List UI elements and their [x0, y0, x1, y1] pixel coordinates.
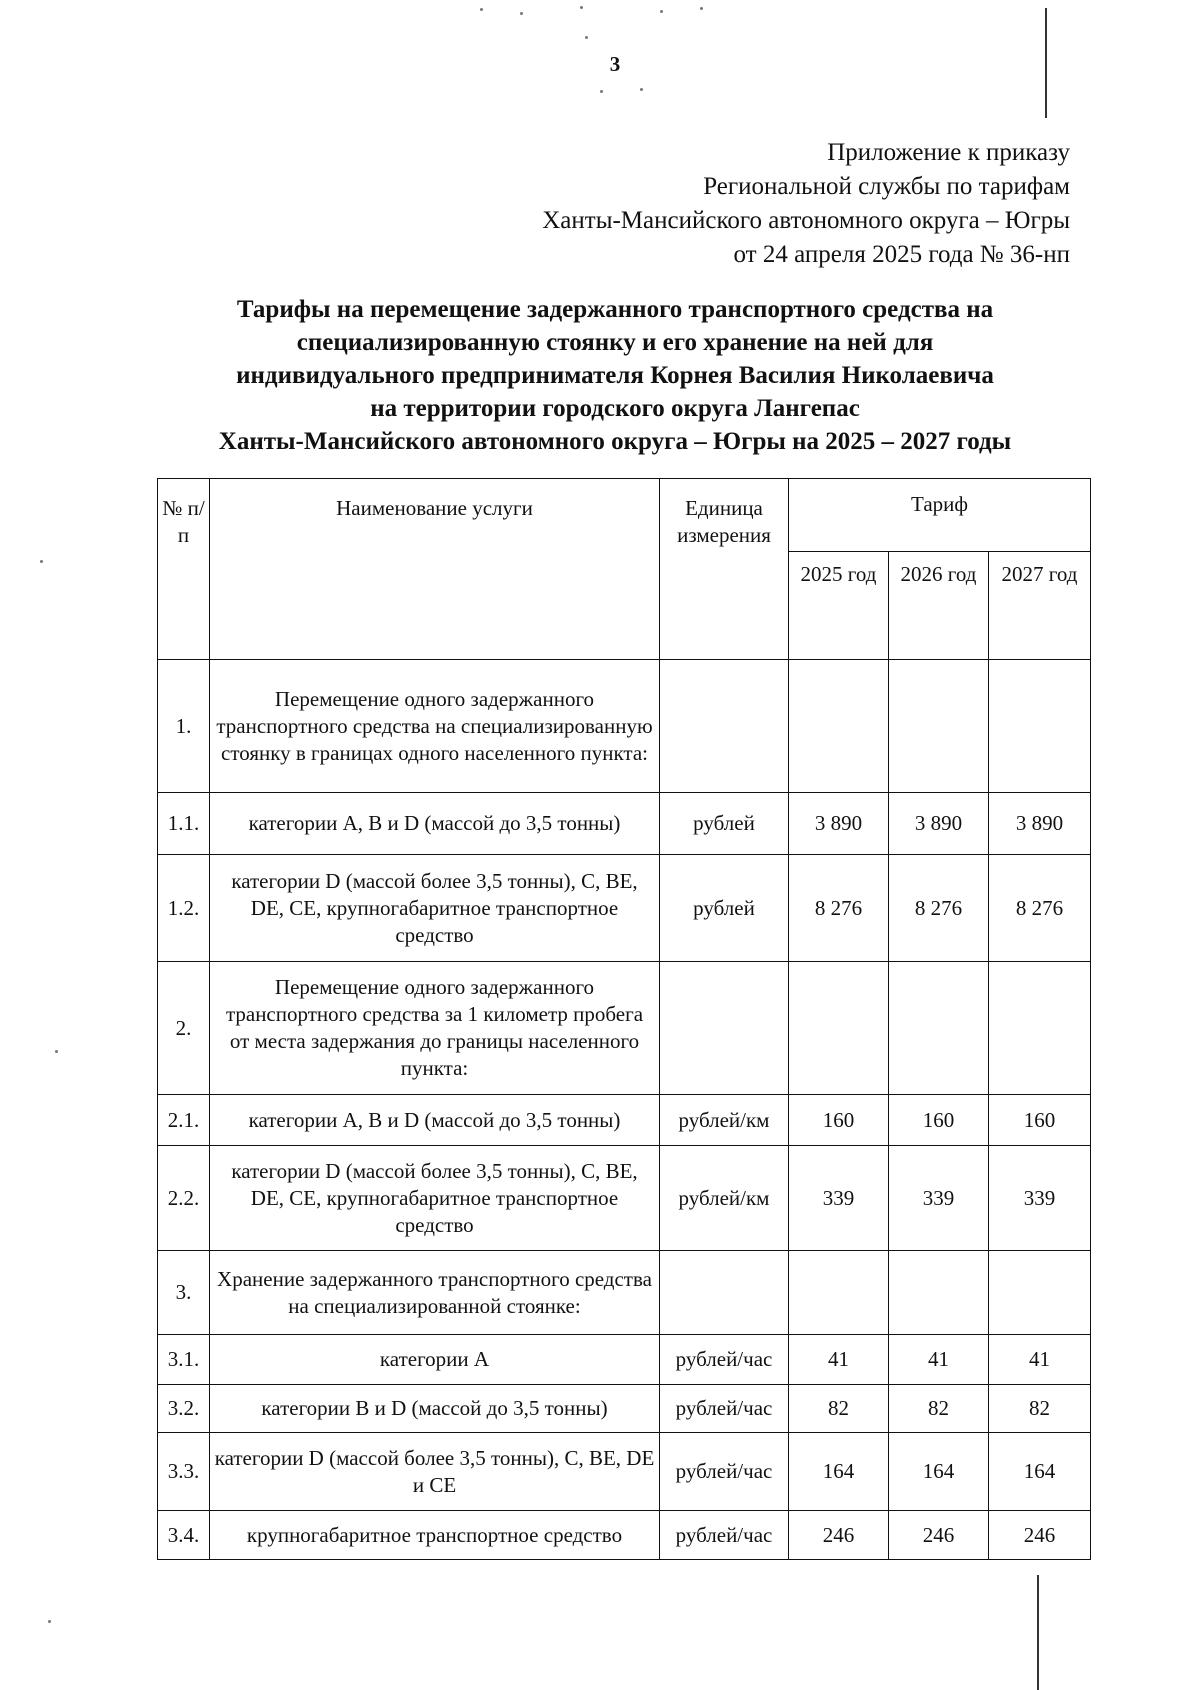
table-row: [158, 1146, 1091, 1251]
scan-speck: [55, 1050, 58, 1053]
row-value-2026: [889, 962, 989, 1095]
row-num: 3.3.: [158, 1433, 210, 1511]
row-value-2025: [789, 660, 889, 793]
title-line: индивидуального предпринимателя Корнея Василия Николаевича: [236, 362, 994, 389]
scan-speck: [48, 1620, 51, 1623]
title-line: специализированную стоянку и его хранение на ней для: [296, 329, 934, 356]
row-value-2026: [889, 1251, 989, 1335]
header-year-2027: 2027 год: [989, 552, 1091, 660]
row-unit: [660, 660, 789, 793]
row-service-name: категории A, B и D (массой до 3,5 тонны): [210, 793, 660, 855]
row-num: 1.1.: [158, 793, 210, 855]
scan-speck: [600, 90, 603, 93]
row-value-2026: 160: [889, 1095, 989, 1146]
scan-speck: [640, 88, 643, 91]
row-value-2027: 8 276: [989, 855, 1091, 962]
row-num: 2.2.: [158, 1146, 210, 1251]
row-value-2027: 3 890: [989, 793, 1091, 855]
table-row: [158, 1385, 1091, 1433]
appendix-line: Приложение к приказу: [827, 139, 1070, 166]
row-service-name: категории D (массой более 3,5 тонны), C, BE, DE, CE, крупногабаритное транспортное средство: [210, 855, 660, 962]
row-unit: рублей: [660, 855, 789, 962]
header-unit: Единица измерения: [660, 479, 789, 660]
row-value-2027: [989, 962, 1091, 1095]
appendix-note: [542, 136, 1070, 272]
row-num: 1.: [158, 660, 210, 793]
row-value-2026: 41: [889, 1335, 989, 1385]
row-value-2027: 160: [989, 1095, 1091, 1146]
row-value-2026: 164: [889, 1433, 989, 1511]
row-value-2025: [789, 962, 889, 1095]
row-num: 3.2.: [158, 1385, 210, 1433]
table-row: [158, 1251, 1091, 1335]
row-value-2025: 160: [789, 1095, 889, 1146]
row-value-2025: [789, 1251, 889, 1335]
scan-speck: [480, 8, 483, 11]
row-service-name: Хранение задержанного транспортного средства на специализированной стоянке:: [210, 1251, 660, 1335]
row-value-2026: 339: [889, 1146, 989, 1251]
scan-line-bottom-right: [1037, 1575, 1039, 1690]
table-row: [158, 1095, 1091, 1146]
row-value-2027: 339: [989, 1146, 1091, 1251]
table-row: [158, 1335, 1091, 1385]
row-service-name: Перемещение одного задержанного транспортного средства за 1 километр пробега от места задержания до границы населенного пункта:: [210, 962, 660, 1095]
header-tariff: Тариф: [789, 479, 1091, 552]
scan-speck: [580, 6, 583, 9]
row-value-2026: [889, 660, 989, 793]
scan-speck: [660, 10, 663, 13]
row-unit: рублей/км: [660, 1146, 789, 1251]
scan-speck: [40, 560, 43, 563]
row-unit: [660, 1251, 789, 1335]
title-line: Ханты-Мансийского автономного округа – Югры на 2025 – 2027 годы: [218, 428, 1012, 455]
scan-speck: [700, 7, 703, 10]
header-service-name: Наименование услуги: [210, 479, 660, 660]
row-service-name: категории A: [210, 1335, 660, 1385]
appendix-line: от 24 апреля 2025 года № 36-нп: [733, 241, 1070, 268]
row-value-2026: 8 276: [889, 855, 989, 962]
row-value-2025: 164: [789, 1433, 889, 1511]
row-value-2027: [989, 1251, 1091, 1335]
title-line: Тарифы на перемещение задержанного транспортного средства на: [236, 296, 994, 323]
row-unit: рублей/час: [660, 1335, 789, 1385]
row-num: 1.2.: [158, 855, 210, 962]
row-unit: [660, 962, 789, 1095]
row-unit: рублей/час: [660, 1511, 789, 1560]
row-num: 3.1.: [158, 1335, 210, 1385]
row-value-2027: 41: [989, 1335, 1091, 1385]
table-row: [158, 660, 1091, 793]
table-row: [158, 793, 1091, 855]
row-value-2025: 339: [789, 1146, 889, 1251]
row-value-2027: 246: [989, 1511, 1091, 1560]
row-value-2025: 8 276: [789, 855, 889, 962]
appendix-line: Региональной службы по тарифам: [703, 173, 1070, 200]
row-value-2025: 3 890: [789, 793, 889, 855]
row-value-2026: 246: [889, 1511, 989, 1560]
row-service-name: категории D (массой более 3,5 тонны), C, BE, DE, CE, крупногабаритное транспортное средство: [210, 1146, 660, 1251]
row-value-2025: 82: [789, 1385, 889, 1433]
row-service-name: Перемещение одного задержанного транспортного средства на специализированную стоянку в границах одного населенного пункта:: [210, 660, 660, 793]
tariff-table: [157, 478, 1091, 1560]
row-value-2027: 164: [989, 1433, 1091, 1511]
row-value-2026: 82: [889, 1385, 989, 1433]
row-value-2027: 82: [989, 1385, 1091, 1433]
row-unit: рублей/час: [660, 1385, 789, 1433]
table-row: [158, 855, 1091, 962]
row-value-2025: 41: [789, 1335, 889, 1385]
header-year-2026: 2026 год: [889, 552, 989, 660]
scan-speck: [520, 12, 523, 15]
row-num: 3.4.: [158, 1511, 210, 1560]
document-title: [150, 293, 1080, 458]
row-service-name: категории A, B и D (массой до 3,5 тонны): [210, 1095, 660, 1146]
scan-speck: [585, 36, 588, 39]
table-row: [158, 1511, 1091, 1560]
appendix-line: Ханты-Мансийского автономного округа – Югры: [542, 207, 1070, 234]
row-num: 2.1.: [158, 1095, 210, 1146]
header-num: № п/п: [158, 479, 210, 660]
row-num: 3.: [158, 1251, 210, 1335]
row-value-2025: 246: [789, 1511, 889, 1560]
row-service-name: крупногабаритное транспортное средство: [210, 1511, 660, 1560]
row-num: 2.: [158, 962, 210, 1095]
row-unit: рублей/час: [660, 1433, 789, 1511]
header-year-2025: 2025 год: [789, 552, 889, 660]
row-value-2026: 3 890: [889, 793, 989, 855]
row-unit: рублей/км: [660, 1095, 789, 1146]
table-row: [158, 962, 1091, 1095]
row-value-2027: [989, 660, 1091, 793]
row-unit: рублей: [660, 793, 789, 855]
table-row: [158, 1433, 1091, 1511]
title-line: на территории городского округа Лангепас: [370, 395, 860, 422]
row-service-name: категории B и D (массой до 3,5 тонны): [210, 1385, 660, 1433]
page-number: 3: [609, 52, 621, 76]
row-service-name: категории D (массой более 3,5 тонны), C, BE, DE и CE: [210, 1433, 660, 1511]
